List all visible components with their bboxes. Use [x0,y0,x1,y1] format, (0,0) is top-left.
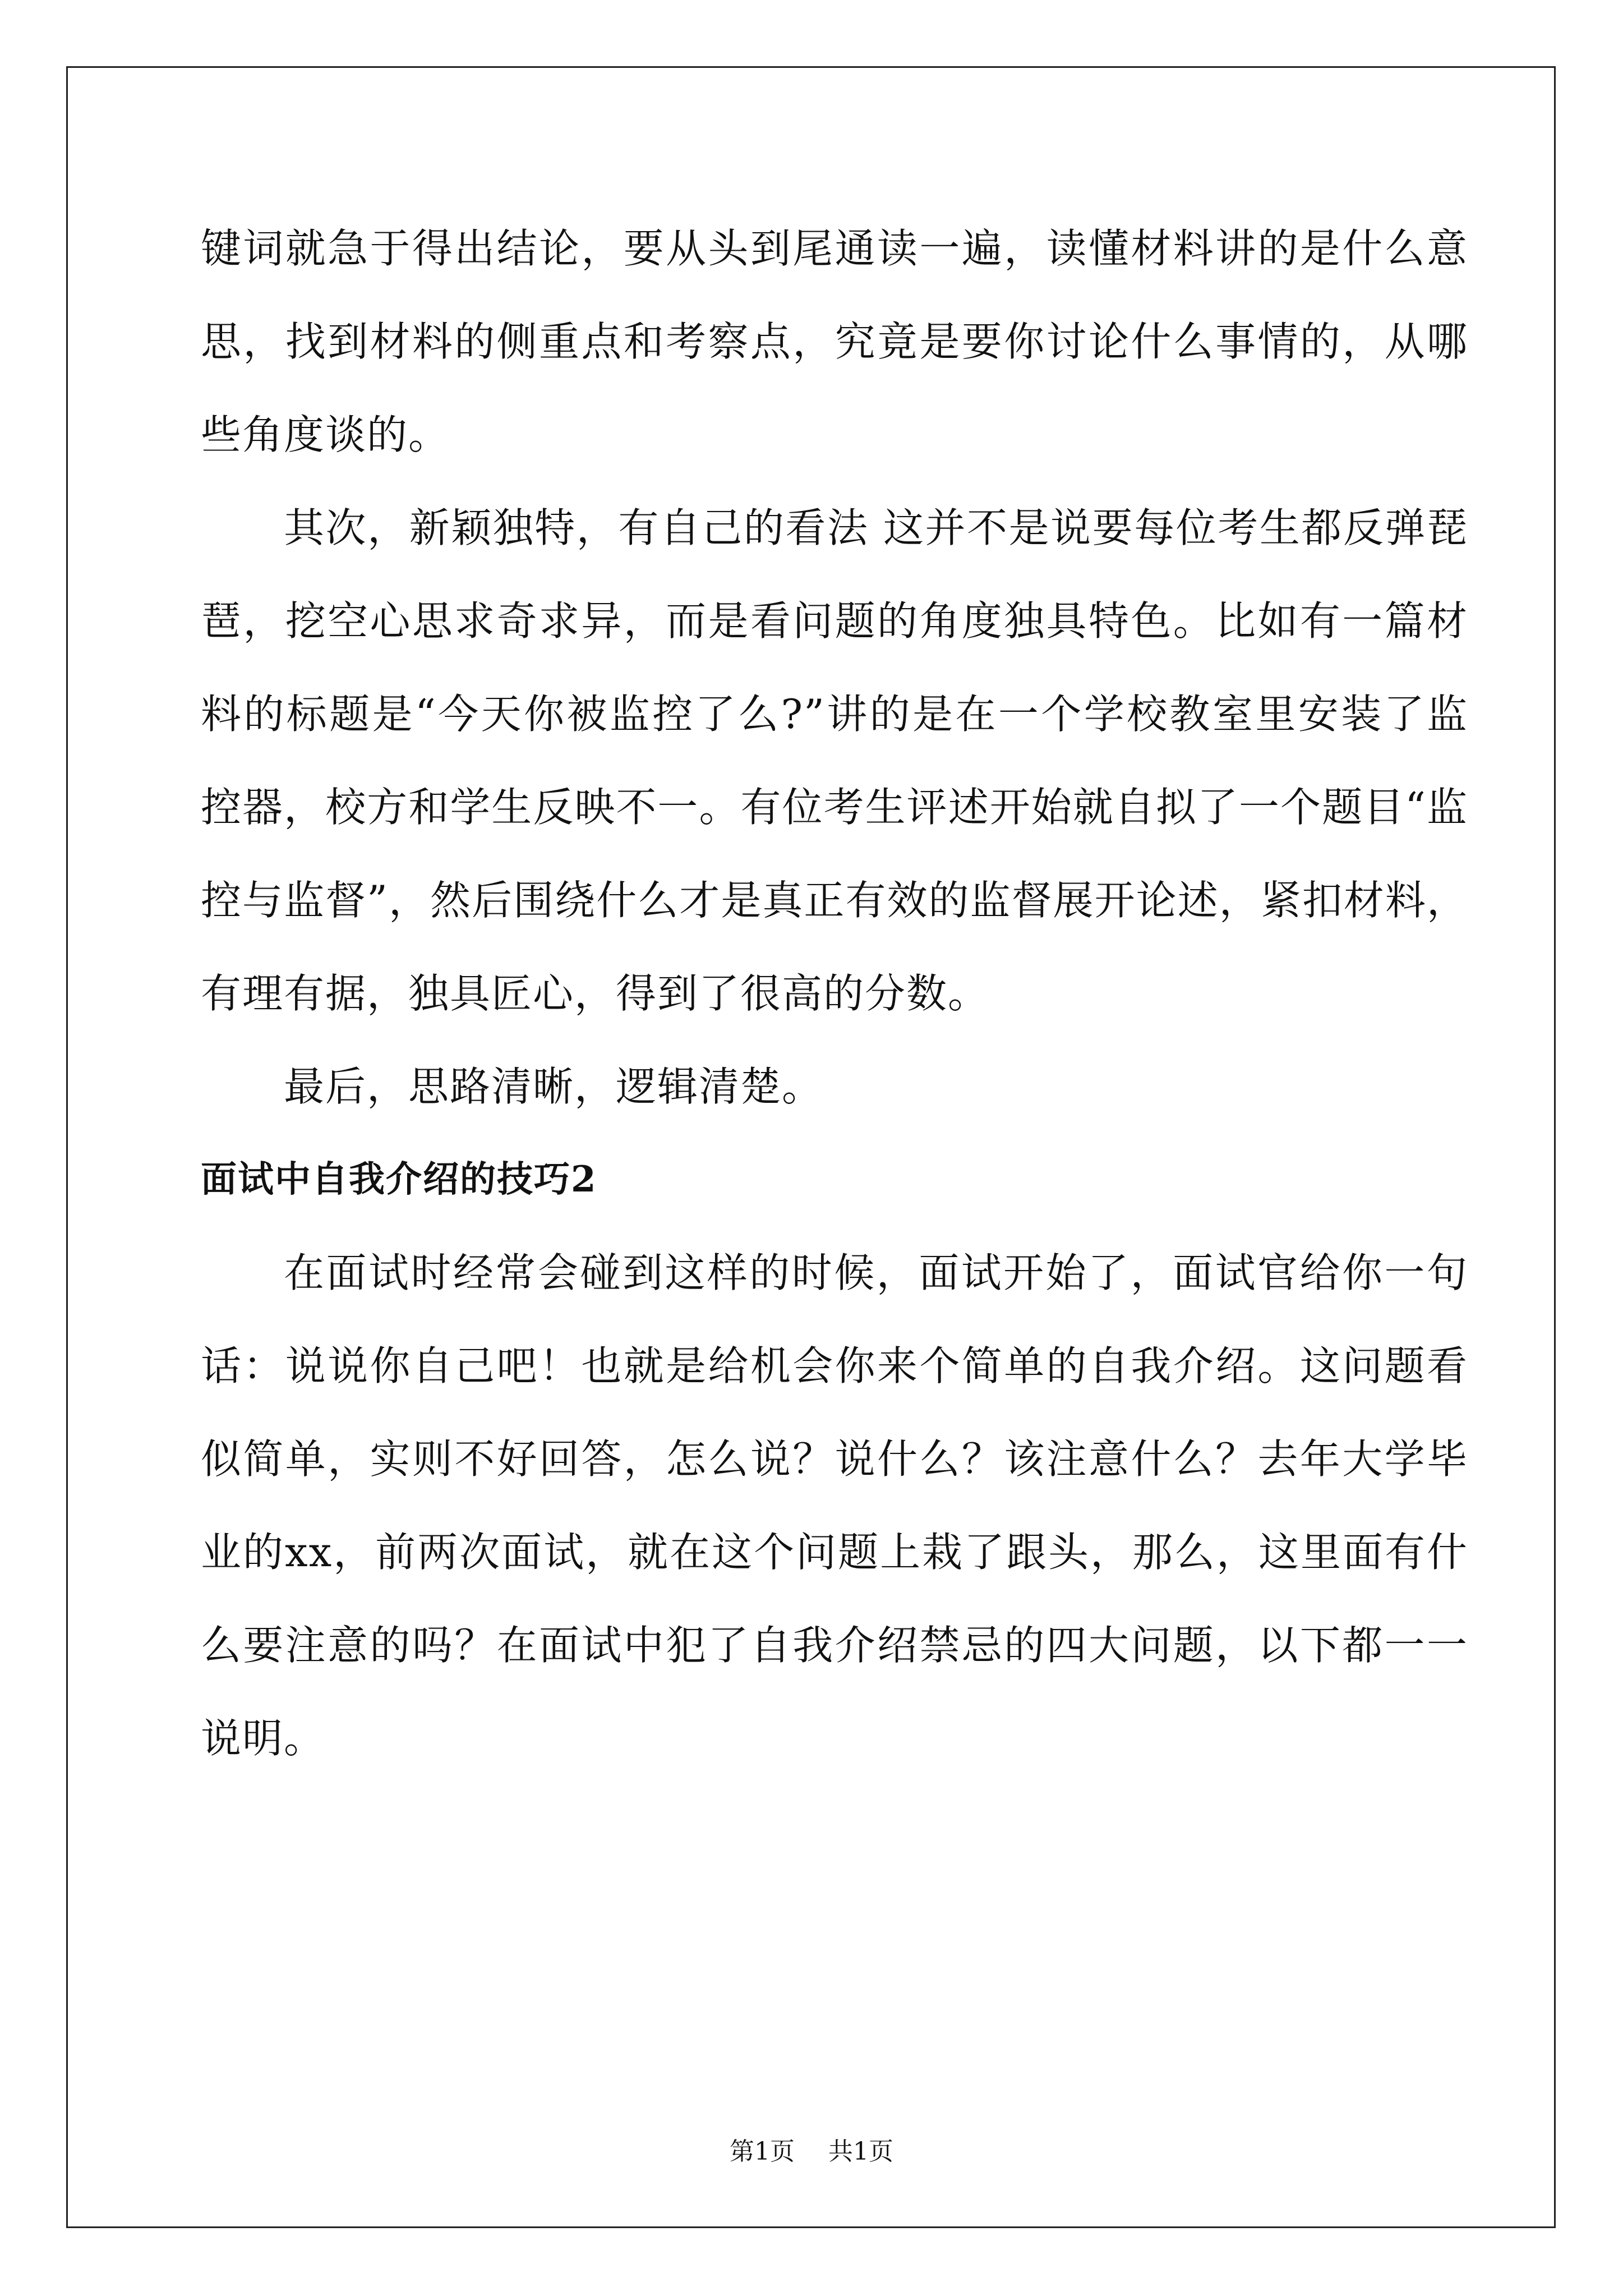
page-number-total: 共1页 [828,2137,893,2166]
page-footer [0,2136,1623,2168]
section-heading: 面试中自我介绍的技巧2 [201,1158,597,1200]
paragraph-continued: 键词就急于得出结论，要从头到尾通读一遍，读懂材料讲的是什么意思，找到材料的侧重点和考察点，究竟是要你讨论什么事情的，从哪些角度谈的。 [201,225,1468,458]
paragraph-final-point: 最后，思路清晰，逻辑清楚。 [284,1063,824,1110]
paragraph-second-point: 其次，新颖独特，有自己的看法 这并不是说要每位考生都反弹琵琶，挖空心思求奇求异，而是看问题的角度独具特色。比如有一篇材料的标题是“今天你被监控了么?”讲的是在一个学校教室里安装了监控器，校方和学生反映不一。有位考生评述开始就自拟了一个题目“监控与监督”，然后围绕什么才是真正有效的监督展开论述，紧扣材料，有理有据，独具匠心，得到了很高的分数。 [201,504,1468,1017]
paragraph-intro: 在面试时经常会碰到这样的时候，面试开始了，面试官给你一句话：说说你自己吧！也就是给机会你来个简单的自我介绍。这问题看似简单，实则不好回答，怎么说？说什么？该注意什么？去年大学毕业的xx，前两次面试，就在这个问题上栽了跟头，那么，这里面有什么要注意的吗？在面试中犯了自我介绍禁忌的四大问题，以下都一一说明。 [201,1249,1468,1762]
document-body [201,202,1468,1785]
page-number-current: 第1页 [730,2137,795,2166]
